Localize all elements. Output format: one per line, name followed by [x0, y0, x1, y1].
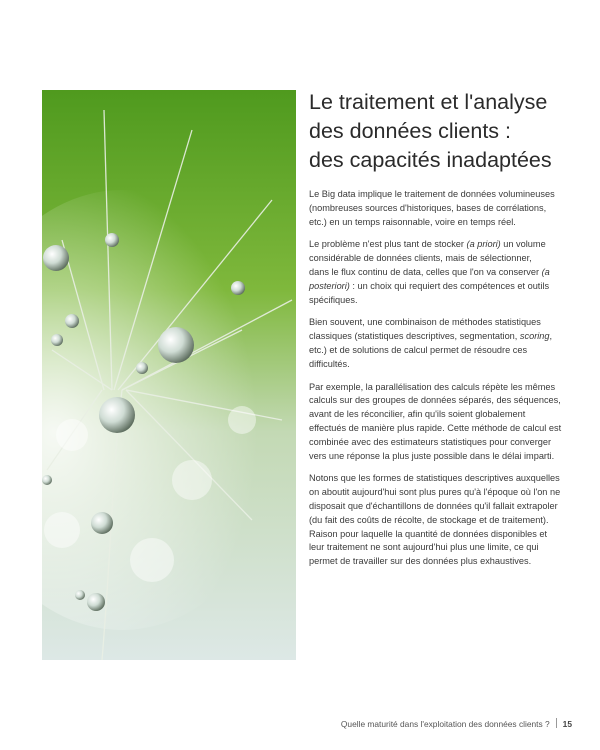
- text-line: difficultés.: [309, 358, 350, 369]
- body-text: [309, 188, 577, 578]
- text-line: effectués de manière plus rapide. Cette méthode de calcul est: [309, 422, 562, 433]
- text-line: Le Big data implique le traitement de données volumineuses: [309, 189, 555, 199]
- text-line: Le problème n'est plus tant de stocker (a priori) un volume: [309, 239, 546, 250]
- page-title: [309, 88, 579, 175]
- text-line: spécifiques.: [309, 294, 358, 305]
- paragraph: [309, 381, 577, 464]
- text-line: considérable de données clients, mais de sélectionner,: [309, 253, 532, 264]
- text-line: vers une réponse la plus juste possible dans le délai imparti.: [309, 450, 555, 461]
- title-line: des capacités inadaptées: [309, 148, 552, 172]
- text-line: permet de travailler sur des données plus exhaustives.: [309, 556, 532, 567]
- page-number: 15: [562, 719, 572, 729]
- footer-divider: [556, 718, 557, 728]
- paragraph: [309, 188, 577, 229]
- text-line: calculs sur des groupes de données séparés, des séquences,: [309, 395, 561, 406]
- text-line: Bien souvent, une combinaison de méthodes statistiques: [309, 317, 541, 328]
- paragraph: [309, 472, 577, 569]
- paragraph: [309, 238, 577, 307]
- text-line: avant de les réconcilier, afin qu'ils soient globalement: [309, 409, 526, 420]
- paragraph: [309, 316, 577, 371]
- title-line: des données clients :: [309, 119, 511, 143]
- text-line: Par exemple, la parallélisation des calculs répète les mêmes: [309, 381, 556, 392]
- dandelion-photo: [42, 90, 296, 660]
- text-line: etc.) en un temps raisonnable, voire en temps réel.: [309, 216, 516, 227]
- text-line: leur traitement ne sont aujourd'hui plus une limite, ce qui: [309, 542, 539, 553]
- text-line: combinée avec des estimateurs statistiques pour converger: [309, 436, 552, 447]
- text-line: Raison pour laquelle la quantité de données disponibles et: [309, 528, 548, 539]
- text-line: (du fait des coûts de récolte, de stockage et de traitement).: [309, 514, 549, 525]
- text-line: Notons que les formes de statistiques descriptives auxquelles: [309, 473, 560, 484]
- title-line: Le traitement et l'analyse: [309, 90, 548, 114]
- text-line: classiques (statistiques descriptives, segmentation, scoring,: [309, 331, 553, 342]
- text-line: disposait que d'échantillons de données qu'il fallait extrapoler: [309, 500, 558, 511]
- footer-title: Quelle maturité dans l'exploitation des données clients ?: [340, 719, 550, 729]
- text-line: posteriori) : un choix qui requiert des compétences et outils: [309, 280, 550, 291]
- text-line: etc.) et de solutions de calcul permet de résoudre ces: [309, 344, 528, 355]
- text-line: on aboutit aujourd'hui sont plus pures qu'à l'époque où l'on ne: [309, 487, 561, 498]
- page-footer: [341, 718, 572, 729]
- text-line: dans le flux continu de data, celles que l'on va conserver (a: [309, 266, 550, 277]
- text-line: (nombreuses sources d'historiques, bases de corrélations,: [309, 202, 547, 213]
